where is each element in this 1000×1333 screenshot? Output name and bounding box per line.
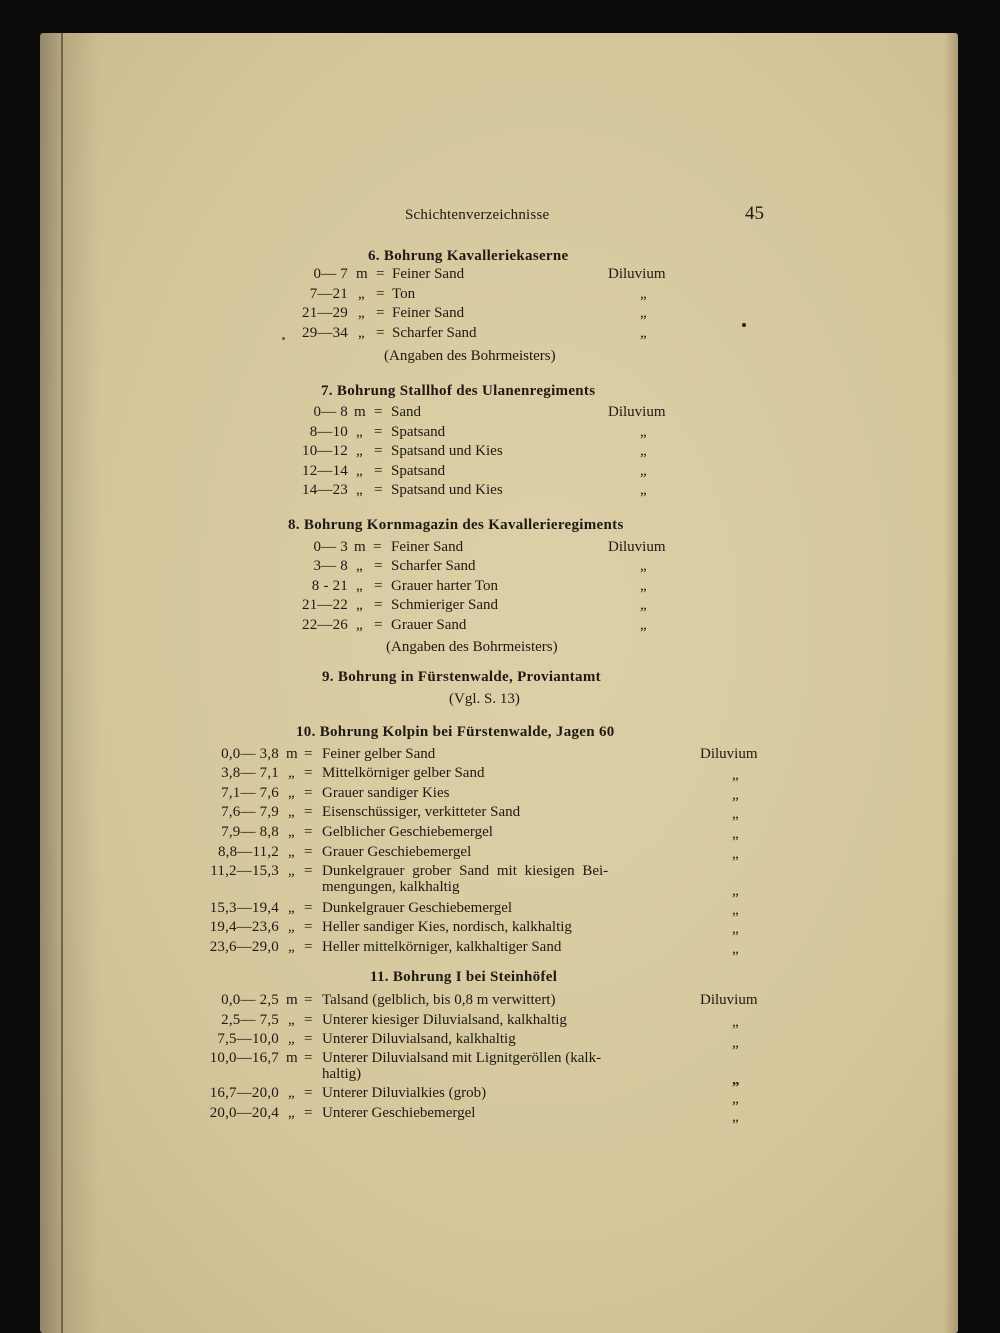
equals-sign: =	[304, 1050, 313, 1066]
equals-sign: =	[373, 539, 382, 555]
layer-description: Feiner Sand	[391, 539, 464, 555]
depth-range: 10,0—16,7	[209, 1050, 279, 1066]
layer-description: Spatsand und Kies	[391, 482, 503, 498]
depth-unit: m	[286, 992, 298, 1008]
section-title: 8. Bohrung Kornmagazin des Kavallerieregiments	[288, 517, 624, 533]
layer-description: Dunkelgrauer grober Sand mit kiesigen Bei-	[322, 863, 609, 879]
depth-unit: „	[356, 558, 363, 574]
layer-description-continued: haltig)	[322, 1066, 362, 1082]
equals-sign: =	[304, 919, 313, 935]
layer-description: Spatsand	[391, 463, 446, 479]
formation: „	[640, 305, 647, 321]
depth-unit: „	[356, 424, 363, 440]
depth-range: 2,5— 7,5	[221, 1012, 279, 1028]
depth-range: 10—12	[302, 443, 348, 459]
equals-sign: =	[304, 900, 313, 916]
formation: „	[640, 443, 647, 459]
layer-description: Unterer Geschiebemergel	[322, 1105, 476, 1121]
section-title: 10. Bohrung Kolpin bei Fürstenwalde, Jagen 60	[296, 724, 615, 740]
formation: „	[732, 883, 739, 899]
layer-description: Grauer Sand	[391, 617, 467, 633]
depth-range: 7—21	[309, 286, 348, 302]
layer-description: Grauer sandiger Kies	[322, 785, 450, 801]
section-title: 6. Bohrung Kavalleriekaserne	[368, 248, 569, 264]
depth-unit: „	[356, 443, 363, 459]
depth-range: 0,0— 3,8	[221, 746, 279, 762]
formation: „	[732, 1035, 739, 1051]
equals-sign: =	[304, 765, 313, 781]
depth-range: 22—26	[302, 617, 348, 633]
equals-sign: =	[374, 558, 383, 574]
formation: „	[640, 558, 647, 574]
depth-unit: „	[288, 785, 295, 801]
depth-unit: „	[288, 939, 295, 955]
layer-description: Unterer Diluvialkies (grob)	[322, 1085, 487, 1101]
depth-unit: „	[356, 482, 363, 498]
layer-description: Feiner gelber Sand	[322, 746, 436, 762]
depth-unit: „	[288, 844, 295, 860]
layer-description: Heller mittelkörniger, kalkhaltiger Sand	[322, 939, 562, 955]
formation: „	[640, 482, 647, 498]
depth-unit: „	[358, 305, 365, 321]
cross-reference: (Vgl. S. 13)	[449, 691, 520, 707]
formation: „	[640, 424, 647, 440]
formation: Diluvium	[608, 266, 666, 282]
equals-sign: =	[374, 597, 383, 613]
formation: „	[732, 767, 739, 783]
formation: „	[732, 806, 739, 822]
formation: Diluvium	[608, 539, 666, 555]
depth-unit: m	[286, 1050, 298, 1066]
depth-range: 3— 8	[313, 558, 348, 574]
equals-sign: =	[374, 463, 383, 479]
layer-description: Unterer kiesiger Diluvialsand, kalkhaltig	[322, 1012, 567, 1028]
formation: „	[640, 463, 647, 479]
depth-unit: „	[288, 824, 295, 840]
depth-unit: m	[354, 539, 366, 555]
formation: „	[640, 597, 647, 613]
depth-range: 7,9— 8,8	[221, 824, 279, 840]
formation: „	[640, 578, 647, 594]
depth-range: 7,6— 7,9	[221, 804, 279, 820]
depth-unit: „	[358, 325, 365, 341]
depth-unit: „	[288, 900, 295, 916]
equals-sign: =	[304, 824, 313, 840]
depth-unit: „	[356, 617, 363, 633]
depth-unit: „	[288, 1105, 295, 1121]
depth-range: 21—29	[302, 305, 348, 321]
depth-unit: „	[356, 463, 363, 479]
layer-description: Grauer harter Ton	[391, 578, 498, 594]
depth-unit: „	[356, 597, 363, 613]
formation: Diluvium	[608, 404, 666, 420]
layer-description: Spatsand und Kies	[391, 443, 503, 459]
equals-sign: =	[304, 1012, 313, 1028]
equals-sign: =	[374, 424, 383, 440]
layer-description: Unterer Diluvialsand, kalkhaltig	[322, 1031, 516, 1047]
equals-sign: =	[304, 1085, 313, 1101]
equals-sign: =	[376, 266, 385, 282]
depth-range: 15,3—19,4	[209, 900, 279, 916]
equals-sign: =	[374, 617, 383, 633]
depth-unit: „	[288, 804, 295, 820]
layer-description: Eisenschüssiger, verkitteter Sand	[322, 804, 521, 820]
layer-description: Ton	[392, 286, 416, 302]
depth-range: 7,5—10,0	[217, 1031, 279, 1047]
depth-unit: „	[288, 1031, 295, 1047]
equals-sign: =	[304, 785, 313, 801]
layer-description: Schmieriger Sand	[391, 597, 499, 613]
depth-unit: „	[288, 765, 295, 781]
depth-range: 29—34	[302, 325, 348, 341]
section-title: 7. Bohrung Stallhof des Ulanenregiments	[321, 383, 596, 399]
layer-description: Feiner Sand	[392, 266, 465, 282]
equals-sign: =	[304, 939, 313, 955]
depth-range: 7,1— 7,6	[221, 785, 279, 801]
depth-unit: „	[288, 919, 295, 935]
formation: Diluvium	[700, 992, 758, 1008]
equals-sign: =	[374, 443, 383, 459]
source-note: (Angaben des Bohrmeisters)	[384, 348, 556, 364]
page-number: 45	[745, 203, 764, 224]
equals-sign: =	[304, 804, 313, 820]
layer-description: Sand	[391, 404, 421, 420]
depth-unit: „	[358, 286, 365, 302]
equals-sign: =	[304, 746, 313, 762]
source-note: (Angaben des Bohrmeisters)	[386, 639, 558, 655]
depth-range: 23,6—29,0	[209, 939, 279, 955]
equals-sign: =	[304, 863, 313, 879]
depth-range: 8—10	[309, 424, 348, 440]
depth-range: 19,4—23,6	[209, 919, 279, 935]
equals-sign: =	[374, 578, 383, 594]
equals-sign: =	[376, 286, 385, 302]
ink-speck	[282, 337, 285, 340]
depth-range: 8,8—11,2	[217, 844, 279, 860]
depth-unit: m	[354, 404, 366, 420]
equals-sign: =	[304, 992, 313, 1008]
running-title: Schichtenverzeichnisse	[405, 207, 550, 223]
depth-unit: „	[288, 1085, 295, 1101]
depth-unit: „	[288, 1012, 295, 1028]
layer-description: Scharfer Sand	[392, 325, 477, 341]
depth-range: 14—23	[302, 482, 348, 498]
layer-description: Dunkelgrauer Geschiebemergel	[322, 900, 513, 916]
section-title: 11. Bohrung I bei Steinhöfel	[370, 969, 558, 985]
formation: „	[732, 826, 739, 842]
layer-description: Heller sandiger Kies, nordisch, kalkhaltig	[322, 919, 572, 935]
depth-range: 0— 7	[313, 266, 348, 282]
equals-sign: =	[376, 305, 385, 321]
formation: „	[640, 325, 647, 341]
depth-range: 0,0— 2,5	[221, 992, 279, 1008]
equals-sign: =	[304, 844, 313, 860]
formation: „	[732, 921, 739, 937]
formation: „	[732, 902, 739, 918]
depth-unit: m	[286, 746, 298, 762]
layer-description: Unterer Diluvialsand mit Lignitgeröllen (kalk-	[322, 1050, 602, 1066]
equals-sign: =	[374, 404, 383, 420]
formation: „	[732, 1109, 739, 1125]
ink-speck	[742, 323, 746, 327]
equals-sign: =	[376, 325, 385, 341]
book-spine-fold	[61, 33, 63, 1333]
equals-sign: =	[304, 1105, 313, 1121]
formation: „	[640, 286, 647, 302]
depth-range: 11,2—15,3	[210, 863, 279, 879]
section-title: 9. Bohrung in Fürstenwalde, Proviantamt	[322, 669, 601, 685]
depth-range: 21—22	[302, 597, 348, 613]
layer-description: Talsand (gelblich, bis 0,8 m verwittert)	[322, 992, 556, 1008]
formation: „	[732, 787, 739, 803]
layer-description: Scharfer Sand	[391, 558, 476, 574]
layer-description: Feiner Sand	[392, 305, 465, 321]
layer-description-continued: mengungen, kalkhaltig	[322, 879, 460, 895]
formation: „	[732, 1014, 739, 1030]
formation: „	[732, 846, 739, 862]
layer-description: Spatsand	[391, 424, 446, 440]
depth-range: 20,0—20,4	[209, 1105, 279, 1121]
depth-range: 0— 3	[313, 539, 348, 555]
depth-range: 8 - 21	[311, 578, 348, 594]
formation: Diluvium	[700, 746, 758, 762]
book-spine-shadow	[40, 33, 100, 1333]
formation: „	[732, 941, 739, 957]
equals-sign: =	[374, 482, 383, 498]
depth-range: 0— 8	[313, 404, 348, 420]
formation: „	[732, 1072, 740, 1088]
depth-range: 16,7—20,0	[209, 1085, 279, 1101]
equals-sign: =	[304, 1031, 313, 1047]
layer-description: Gelblicher Geschiebemergel	[322, 824, 493, 840]
page-edge-shadow	[944, 33, 958, 1333]
depth-unit: „	[356, 578, 363, 594]
layer-description: Mittelkörniger gelber Sand	[322, 765, 485, 781]
formation: „	[640, 617, 647, 633]
layer-description: Grauer Geschiebemergel	[322, 844, 472, 860]
depth-unit: „	[288, 863, 295, 879]
formation: „	[732, 1091, 739, 1107]
depth-range: 12—14	[302, 463, 348, 479]
depth-unit: m	[356, 266, 368, 282]
depth-range: 3,8— 7,1	[221, 765, 279, 781]
